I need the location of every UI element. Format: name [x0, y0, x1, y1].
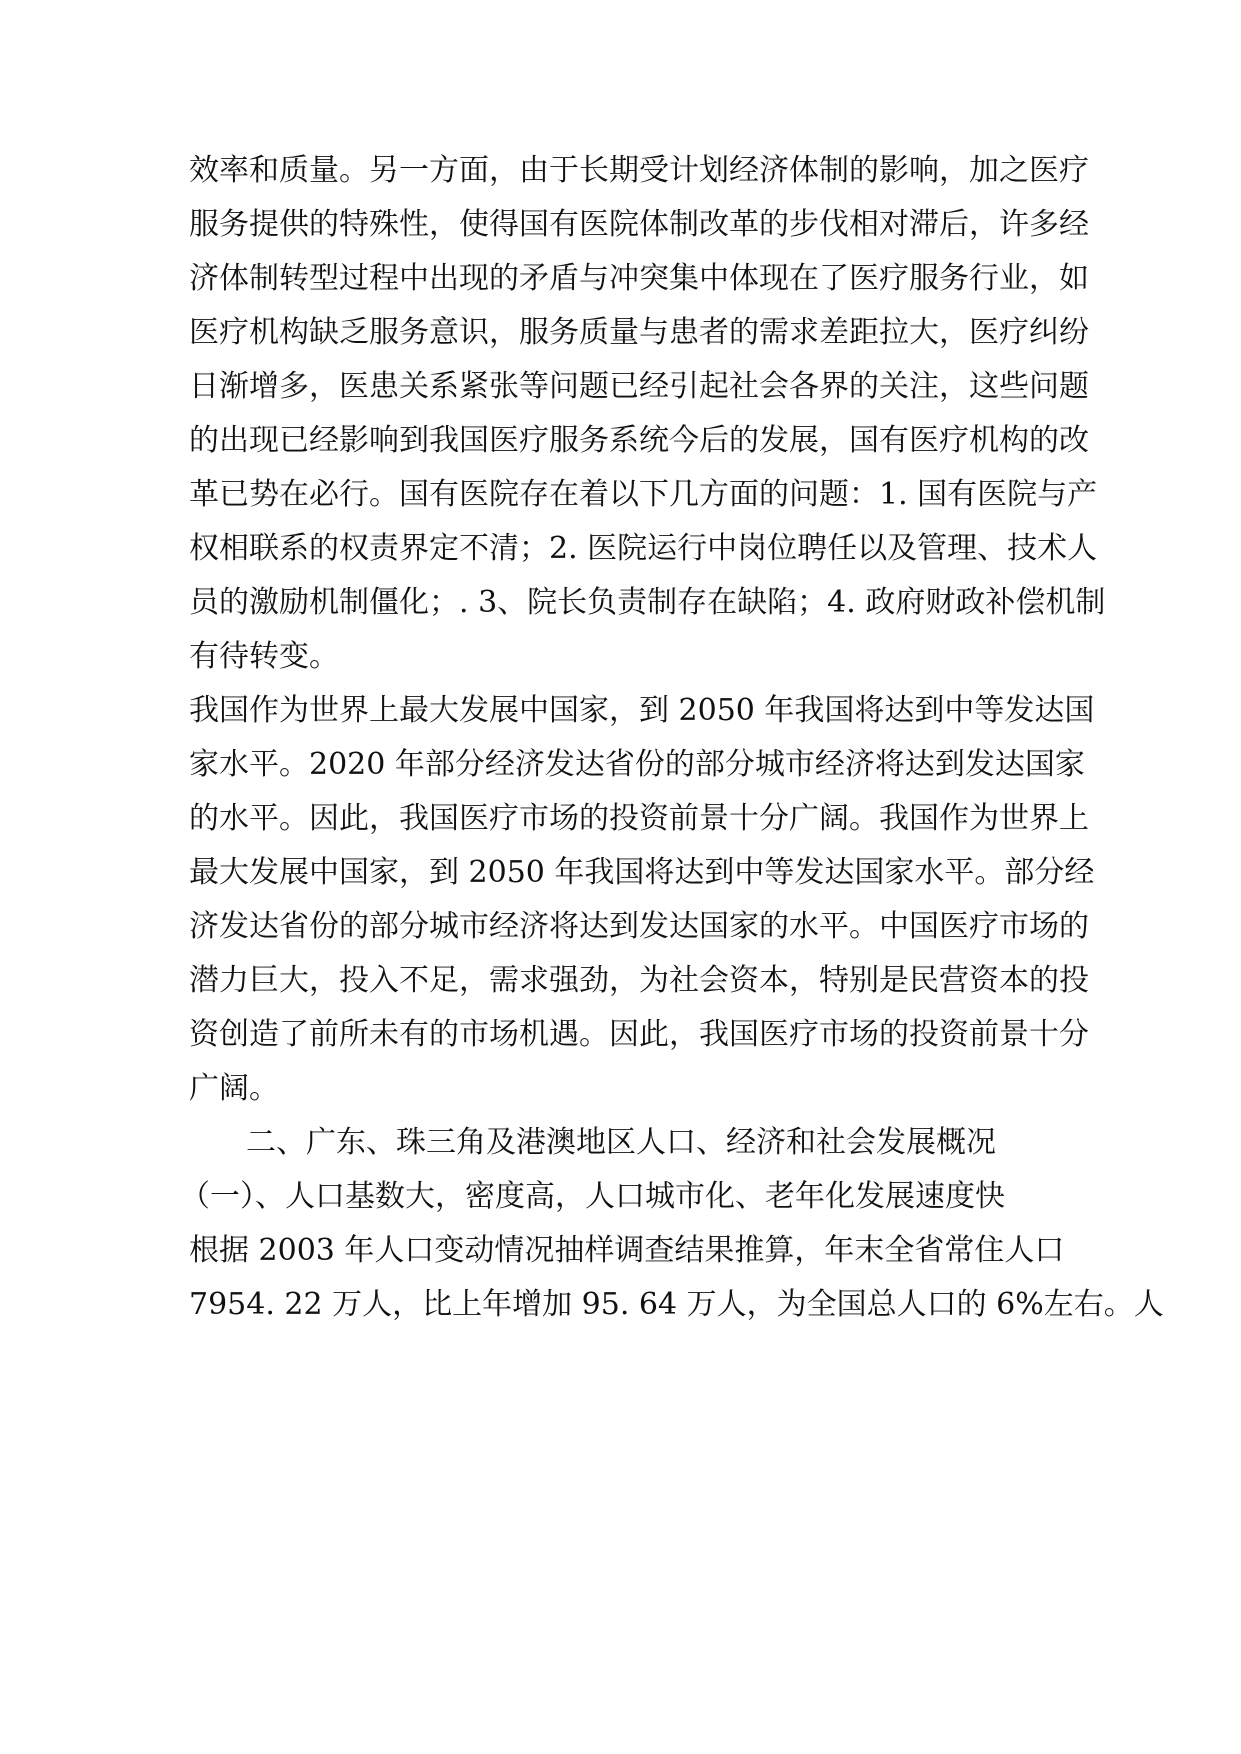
text-line: 服务提供的特殊性，使得国有医院体制改革的步伐相对滞后，许多经 [189, 207, 1089, 242]
text-line: 医疗机构缺乏服务意识，服务质量与患者的需求差距拉大，医疗纠纷 [189, 315, 1089, 350]
text-line: 有待转变。 [189, 639, 339, 674]
text-line: 最大发展中国家，到 2050 年我国将达到中等发达国家水平。部分经 [189, 855, 1095, 890]
text-line: 员的激励机制僵化；. 3、院长负责制存在缺陷；4. 政府财政补偿机制 [189, 585, 1106, 620]
text-line: 家水平。2020 年部分经济发达省份的部分城市经济将达到发达国家 [189, 747, 1085, 782]
text-line: 根据 2003 年人口变动情况抽样调查结果推算，年末全省常住人口 [189, 1233, 1065, 1268]
text-line: 效率和质量。另一方面，由于长期受计划经济体制的影响，加之医疗 [189, 153, 1089, 188]
text-line: 我国作为世界上最大发展中国家，到 2050 年我国将达到中等发达国 [189, 693, 1095, 728]
text-line: 广阔。 [189, 1071, 279, 1106]
text-line: 济体制转型过程中出现的矛盾与冲突集中体现在了医疗服务行业，如 [189, 261, 1089, 296]
text-line: 的出现已经影响到我国医疗服务系统今后的发展，国有医疗机构的改 [189, 423, 1089, 458]
text-line: 7954. 22 万人，比上年增加 95. 64 万人，为全国总人口的 6%左右。人 [189, 1287, 1164, 1322]
text-line: 日渐增多，医患关系紧张等问题已经引起社会各界的关注，这些问题 [189, 369, 1089, 404]
section-heading: 二、广东、珠三角及港澳地区人口、经济和社会发展概况 [246, 1125, 996, 1160]
subsection-heading: （一）、人口基数大，密度高，人口城市化、老年化发展速度快 [180, 1179, 1005, 1214]
text-line: 的水平。因此，我国医疗市场的投资前景十分广阔。我国作为世界上 [189, 801, 1089, 836]
text-line: 济发达省份的部分城市经济将达到发达国家的水平。中国医疗市场的 [189, 909, 1089, 944]
text-line: 潜力巨大，投入不足，需求强劲，为社会资本，特别是民营资本的投 [189, 963, 1089, 998]
text-line: 权相联系的权责界定不清；2. 医院运行中岗位聘任以及管理、技术人 [189, 531, 1098, 566]
text-line: 资创造了前所未有的市场机遇。因此，我国医疗市场的投资前景十分 [189, 1017, 1089, 1052]
text-line: 革已势在必行。国有医院存在着以下几方面的问题：1. 国有医院与产 [189, 477, 1098, 512]
